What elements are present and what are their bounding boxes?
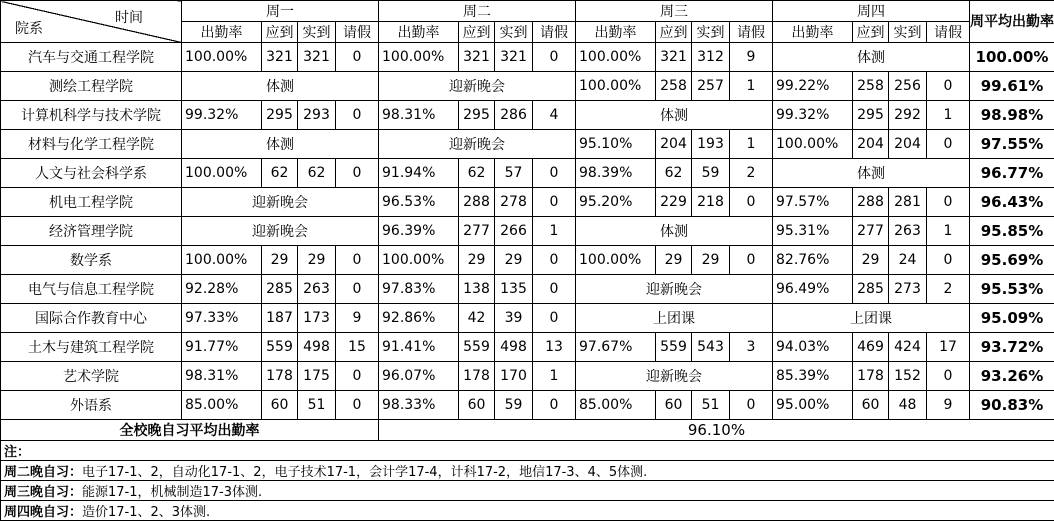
- activity-cell: 体测: [182, 130, 379, 159]
- cell-rate: 92.28%: [182, 275, 262, 304]
- activity-cell: 体测: [182, 72, 379, 101]
- cell-rate: 98.31%: [182, 362, 262, 391]
- cell-present: 62: [298, 159, 336, 188]
- week-average-value: 90.83%: [970, 391, 1054, 420]
- cell-leave: 13: [533, 333, 576, 362]
- cell-expected: 178: [853, 362, 889, 391]
- cell-rate: 100.00%: [576, 72, 656, 101]
- cell-present: 218: [692, 188, 730, 217]
- activity-cell: 体测: [773, 43, 970, 72]
- subheader-expected: 应到: [656, 22, 692, 43]
- cell-present: 170: [495, 362, 533, 391]
- note-row: [1, 501, 1054, 521]
- cell-leave: 9: [927, 391, 970, 420]
- week-average-value: 98.98%: [970, 101, 1054, 130]
- cell-expected: 559: [459, 333, 495, 362]
- subheader-leave: 请假: [336, 22, 379, 43]
- cell-present: 424: [889, 333, 927, 362]
- subheader-rate: 出勤率: [576, 22, 656, 43]
- cell-expected: 469: [853, 333, 889, 362]
- activity-cell: 迎新晚会: [379, 72, 576, 101]
- cell-present: 257: [692, 72, 730, 101]
- subheader-expected: 应到: [459, 22, 495, 43]
- cell-expected: 258: [853, 72, 889, 101]
- college-name: 外语系: [1, 391, 182, 420]
- college-name: 汽车与交通工程学院: [1, 43, 182, 72]
- cell-rate: 100.00%: [182, 159, 262, 188]
- cell-rate: 99.32%: [182, 101, 262, 130]
- subheader-present: 实到: [298, 22, 336, 43]
- activity-cell: 迎新晚会: [379, 130, 576, 159]
- note-cell: [1, 461, 1054, 481]
- cell-present: 59: [692, 159, 730, 188]
- cell-expected: 277: [853, 217, 889, 246]
- activity-cell: 体测: [773, 159, 970, 188]
- cell-present: 286: [495, 101, 533, 130]
- subheader-expected: 应到: [262, 22, 298, 43]
- cell-rate: 97.67%: [576, 333, 656, 362]
- corner-label-college: 院系: [15, 18, 43, 38]
- day-header-thu: 周四: [773, 1, 970, 22]
- cell-expected: 229: [656, 188, 692, 217]
- cell-rate: 100.00%: [576, 246, 656, 275]
- cell-present: 24: [889, 246, 927, 275]
- activity-cell: 上团课: [773, 304, 970, 333]
- college-name: 经济管理学院: [1, 217, 182, 246]
- cell-leave: 2: [927, 275, 970, 304]
- cell-leave: 1: [927, 217, 970, 246]
- cell-leave: 0: [533, 188, 576, 217]
- table-row: [1, 275, 1054, 304]
- cell-present: 135: [495, 275, 533, 304]
- cell-expected: 62: [262, 159, 298, 188]
- cell-expected: 258: [656, 72, 692, 101]
- subheader-rate: 出勤率: [379, 22, 459, 43]
- cell-present: 51: [692, 391, 730, 420]
- cell-leave: 9: [336, 304, 379, 333]
- college-name: 人文与社会科学系: [1, 159, 182, 188]
- table-row: [1, 246, 1054, 275]
- cell-present: 281: [889, 188, 927, 217]
- corner-header-cell: [1, 1, 182, 43]
- table-row: [1, 159, 1054, 188]
- corner-label-time: 时间: [115, 7, 143, 27]
- cell-expected: 60: [853, 391, 889, 420]
- note-label: 周二晚自习：: [4, 465, 82, 480]
- cell-rate: 85.00%: [576, 391, 656, 420]
- cell-leave: 0: [336, 275, 379, 304]
- cell-present: 173: [298, 304, 336, 333]
- cell-present: 59: [495, 391, 533, 420]
- cell-expected: 29: [853, 246, 889, 275]
- cell-leave: 3: [730, 333, 773, 362]
- cell-present: 29: [298, 246, 336, 275]
- subheader-present: 实到: [889, 22, 927, 43]
- table-row: [1, 188, 1054, 217]
- cell-expected: 42: [459, 304, 495, 333]
- subheader-rate: 出勤率: [773, 22, 853, 43]
- notes-title-row: [1, 441, 1054, 461]
- cell-leave: 1: [533, 217, 576, 246]
- cell-leave: 0: [730, 246, 773, 275]
- cell-rate: 99.32%: [773, 101, 853, 130]
- cell-present: 39: [495, 304, 533, 333]
- cell-expected: 138: [459, 275, 495, 304]
- cell-rate: 100.00%: [379, 43, 459, 72]
- activity-cell: 上团课: [576, 304, 773, 333]
- cell-rate: 96.39%: [379, 217, 459, 246]
- cell-leave: 0: [533, 43, 576, 72]
- cell-rate: 94.03%: [773, 333, 853, 362]
- note-row: [1, 481, 1054, 501]
- week-average-value: 93.26%: [970, 362, 1054, 391]
- cell-expected: 295: [853, 101, 889, 130]
- cell-rate: 97.57%: [773, 188, 853, 217]
- subheader-leave: 请假: [533, 22, 576, 43]
- table-row: [1, 362, 1054, 391]
- cell-rate: 96.07%: [379, 362, 459, 391]
- week-average-value: 96.43%: [970, 188, 1054, 217]
- week-average-value: 100.00%: [970, 43, 1054, 72]
- table-row: [1, 130, 1054, 159]
- cell-present: 266: [495, 217, 533, 246]
- summary-value: 96.10%: [379, 420, 1054, 441]
- cell-leave: 15: [336, 333, 379, 362]
- cell-expected: 60: [459, 391, 495, 420]
- cell-rate: 95.00%: [773, 391, 853, 420]
- cell-leave: 4: [533, 101, 576, 130]
- college-name: 测绘工程学院: [1, 72, 182, 101]
- cell-expected: 277: [459, 217, 495, 246]
- cell-rate: 95.20%: [576, 188, 656, 217]
- table-row: [1, 72, 1054, 101]
- cell-present: 29: [692, 246, 730, 275]
- cell-expected: 62: [459, 159, 495, 188]
- cell-leave: 1: [730, 130, 773, 159]
- cell-expected: 288: [459, 188, 495, 217]
- cell-expected: 60: [262, 391, 298, 420]
- cell-expected: 295: [459, 101, 495, 130]
- note-label: 周四晚自习：: [4, 505, 82, 520]
- note-text: 能源17-1，机械制造17-3体测.: [82, 485, 262, 500]
- cell-rate: 100.00%: [773, 130, 853, 159]
- cell-present: 263: [889, 217, 927, 246]
- cell-expected: 62: [656, 159, 692, 188]
- cell-rate: 92.86%: [379, 304, 459, 333]
- table-row: [1, 217, 1054, 246]
- note-text: 电子17-1、2，自动化17-1、2，电子技术17-1，会计学17-4，计科17-2，地信17-3、4、5体测.: [82, 465, 647, 480]
- week-average-value: 95.53%: [970, 275, 1054, 304]
- cell-expected: 288: [853, 188, 889, 217]
- cell-rate: 97.83%: [379, 275, 459, 304]
- week-average-value: 93.72%: [970, 333, 1054, 362]
- cell-present: 321: [298, 43, 336, 72]
- week-average-value: 95.09%: [970, 304, 1054, 333]
- cell-rate: 97.33%: [182, 304, 262, 333]
- cell-expected: 178: [459, 362, 495, 391]
- cell-leave: 0: [533, 159, 576, 188]
- cell-rate: 91.77%: [182, 333, 262, 362]
- cell-present: 29: [495, 246, 533, 275]
- cell-leave: 0: [336, 391, 379, 420]
- subheader-present: 实到: [692, 22, 730, 43]
- cell-leave: 0: [336, 246, 379, 275]
- subheader-present: 实到: [495, 22, 533, 43]
- cell-expected: 178: [262, 362, 298, 391]
- week-average-value: 95.69%: [970, 246, 1054, 275]
- cell-leave: 0: [927, 246, 970, 275]
- college-name: 艺术学院: [1, 362, 182, 391]
- note-label: 周三晚自习：: [4, 485, 82, 500]
- day-header-mon: 周一: [182, 1, 379, 22]
- table-row: [1, 391, 1054, 420]
- cell-present: 273: [889, 275, 927, 304]
- cell-leave: 0: [533, 246, 576, 275]
- subheader-expected: 应到: [853, 22, 889, 43]
- cell-rate: 85.00%: [182, 391, 262, 420]
- cell-rate: 85.39%: [773, 362, 853, 391]
- note-cell: [1, 501, 1054, 521]
- cell-rate: 82.76%: [773, 246, 853, 275]
- cell-present: 204: [889, 130, 927, 159]
- cell-present: 321: [495, 43, 533, 72]
- cell-rate: 100.00%: [182, 43, 262, 72]
- cell-expected: 204: [853, 130, 889, 159]
- cell-present: 543: [692, 333, 730, 362]
- table-row: [1, 333, 1054, 362]
- cell-leave: 0: [730, 391, 773, 420]
- cell-leave: 0: [927, 188, 970, 217]
- cell-rate: 96.53%: [379, 188, 459, 217]
- cell-expected: 60: [656, 391, 692, 420]
- activity-cell: 迎新晚会: [576, 362, 773, 391]
- cell-rate: 95.10%: [576, 130, 656, 159]
- note-cell: [1, 481, 1054, 501]
- cell-present: 256: [889, 72, 927, 101]
- cell-leave: 0: [336, 101, 379, 130]
- cell-expected: 321: [262, 43, 298, 72]
- cell-leave: 0: [336, 362, 379, 391]
- college-name: 电气与信息工程学院: [1, 275, 182, 304]
- subheader-leave: 请假: [730, 22, 773, 43]
- activity-cell: 迎新晚会: [182, 217, 379, 246]
- table-row: [1, 101, 1054, 130]
- week-average-value: 95.85%: [970, 217, 1054, 246]
- cell-expected: 285: [853, 275, 889, 304]
- week-average-value: 97.55%: [970, 130, 1054, 159]
- cell-expected: 559: [262, 333, 298, 362]
- cell-rate: 98.31%: [379, 101, 459, 130]
- day-header-tue: 周二: [379, 1, 576, 22]
- cell-present: 278: [495, 188, 533, 217]
- cell-present: 152: [889, 362, 927, 391]
- cell-leave: 17: [927, 333, 970, 362]
- cell-expected: 321: [656, 43, 692, 72]
- cell-expected: 29: [656, 246, 692, 275]
- table-row: [1, 304, 1054, 333]
- subheader-leave: 请假: [927, 22, 970, 43]
- cell-present: 293: [298, 101, 336, 130]
- cell-present: 312: [692, 43, 730, 72]
- activity-cell: 体测: [576, 217, 773, 246]
- cell-present: 193: [692, 130, 730, 159]
- cell-present: 57: [495, 159, 533, 188]
- cell-rate: 95.31%: [773, 217, 853, 246]
- college-name: 土木与建筑工程学院: [1, 333, 182, 362]
- cell-present: 51: [298, 391, 336, 420]
- cell-rate: 91.41%: [379, 333, 459, 362]
- cell-present: 48: [889, 391, 927, 420]
- college-name: 计算机科学与技术学院: [1, 101, 182, 130]
- cell-leave: 2: [730, 159, 773, 188]
- week-average-value: 99.61%: [970, 72, 1054, 101]
- cell-rate: 99.22%: [773, 72, 853, 101]
- cell-leave: 0: [533, 304, 576, 333]
- cell-rate: 91.94%: [379, 159, 459, 188]
- cell-leave: 0: [336, 159, 379, 188]
- cell-leave: 0: [533, 391, 576, 420]
- cell-expected: 204: [656, 130, 692, 159]
- cell-expected: 295: [262, 101, 298, 130]
- cell-leave: 1: [533, 362, 576, 391]
- cell-rate: 100.00%: [182, 246, 262, 275]
- cell-leave: 0: [730, 188, 773, 217]
- cell-leave: 1: [730, 72, 773, 101]
- subheader-rate: 出勤率: [182, 22, 262, 43]
- cell-leave: 0: [927, 130, 970, 159]
- cell-expected: 29: [459, 246, 495, 275]
- cell-leave: 0: [533, 275, 576, 304]
- cell-present: 498: [495, 333, 533, 362]
- activity-cell: 迎新晚会: [576, 275, 773, 304]
- cell-present: 498: [298, 333, 336, 362]
- cell-leave: 9: [730, 43, 773, 72]
- cell-rate: 100.00%: [379, 246, 459, 275]
- summary-row: [1, 420, 1054, 441]
- cell-rate: 98.33%: [379, 391, 459, 420]
- cell-expected: 559: [656, 333, 692, 362]
- college-name: 材料与化学工程学院: [1, 130, 182, 159]
- cell-rate: 98.39%: [576, 159, 656, 188]
- cell-leave: 0: [927, 72, 970, 101]
- cell-present: 263: [298, 275, 336, 304]
- day-header-wed: 周三: [576, 1, 773, 22]
- college-name: 机电工程学院: [1, 188, 182, 217]
- week-average-header: 周平均出勤率: [970, 1, 1054, 43]
- cell-rate: 100.00%: [576, 43, 656, 72]
- cell-expected: 321: [459, 43, 495, 72]
- note-row: [1, 461, 1054, 481]
- activity-cell: 迎新晚会: [182, 188, 379, 217]
- notes-title: 注：: [1, 441, 1054, 461]
- cell-expected: 187: [262, 304, 298, 333]
- cell-present: 175: [298, 362, 336, 391]
- week-average-value: 96.77%: [970, 159, 1054, 188]
- activity-cell: 体测: [576, 101, 773, 130]
- cell-expected: 285: [262, 275, 298, 304]
- college-name: 数学系: [1, 246, 182, 275]
- note-text: 造价17-1、2、3体测.: [82, 505, 210, 520]
- cell-leave: 1: [927, 101, 970, 130]
- college-name: 国际合作教育中心: [1, 304, 182, 333]
- cell-leave: 0: [927, 362, 970, 391]
- cell-leave: 0: [336, 43, 379, 72]
- cell-rate: 96.49%: [773, 275, 853, 304]
- table-row: [1, 43, 1054, 72]
- summary-label: 全校晚自习平均出勤率: [1, 420, 379, 441]
- cell-present: 292: [889, 101, 927, 130]
- cell-expected: 29: [262, 246, 298, 275]
